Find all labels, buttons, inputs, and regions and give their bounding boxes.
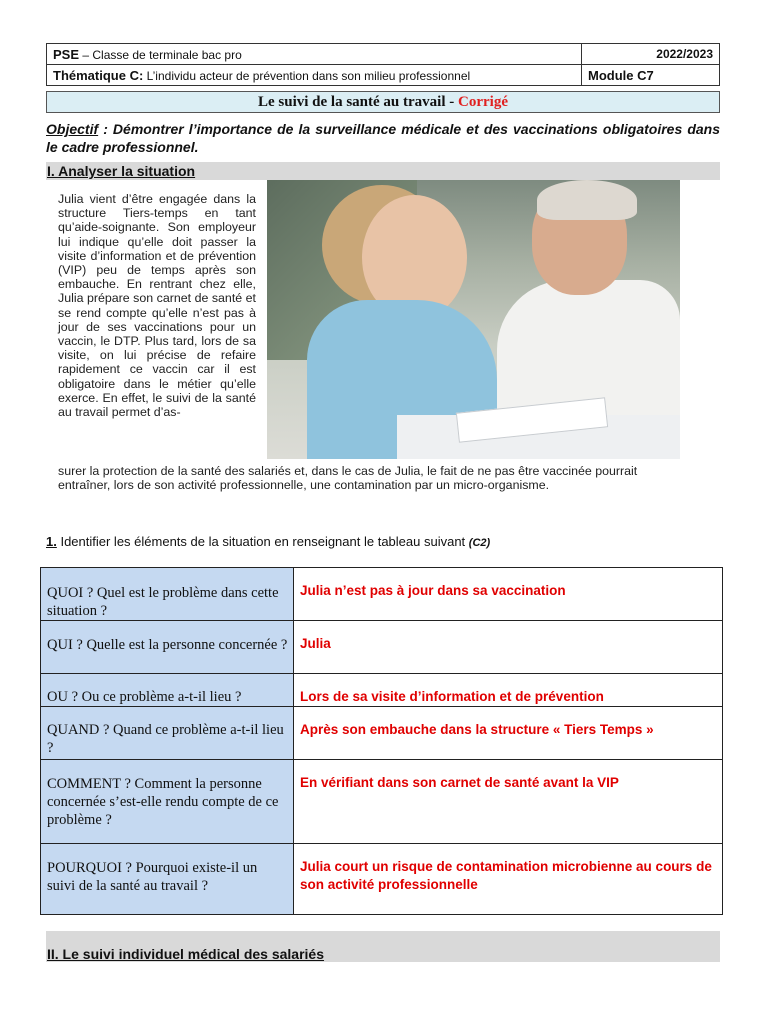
answer-cell: En vérifiant dans son carnet de santé avant la VIP	[294, 760, 723, 844]
question-1-text: Identifier les éléments de la situation en renseignant le tableau suivant	[56, 534, 469, 549]
situation-photo	[267, 180, 680, 459]
situation-block	[46, 180, 680, 515]
question-1-number: 1.	[46, 534, 57, 549]
thematique-label: Thématique C:	[53, 67, 144, 83]
thematique-text: L’individu acteur de prévention dans son milieu professionnel	[143, 68, 471, 83]
section-1-title: I. Analyser la situation	[47, 163, 196, 179]
objectif-label: Objectif	[46, 121, 99, 137]
question-cell: QUOI ? Quel est le problème dans cette situation ?	[41, 568, 294, 621]
pse-label: PSE	[53, 46, 80, 62]
answer-cell: Julia	[294, 621, 723, 674]
answer-cell: Lors de sa visite d’information et de prévention	[294, 674, 723, 707]
table-row	[41, 621, 723, 674]
answer-cell: Julia court un risque de contamination microbienne au cours de son activité professionnelle	[294, 844, 723, 915]
module-label: Module C7	[582, 65, 720, 86]
objectif-paragraph	[46, 120, 720, 156]
question-cell: POURQUOI ? Pourquoi existe-il un suivi de la santé au travail ?	[41, 844, 294, 915]
question-1	[46, 534, 490, 549]
title-main: Le suivi de la santé au travail -	[258, 94, 459, 110]
question-cell: COMMENT ? Comment la personne concernée s’est-elle rendu compte de ce problème ?	[41, 760, 294, 844]
table-row	[41, 760, 723, 844]
section-2-heading	[46, 931, 720, 962]
table-row	[41, 568, 723, 621]
qqoqcp-table	[40, 567, 723, 915]
header-table	[46, 43, 720, 86]
situation-text-bottom: surer la protection de la santé des salariés et, dans le cas de Julia, le fait de ne pas être vaccinée pourrait entraîner, lors de son activité professionnelle, une contamination par un micro-organisme.	[58, 464, 638, 493]
table-row	[41, 844, 723, 915]
question-cell: QUAND ? Quand ce problème a-t-il lieu ?	[41, 707, 294, 760]
header-theme-cell	[47, 65, 582, 86]
answer-cell: Julia n’est pas à jour dans sa vaccination	[294, 568, 723, 621]
class-label: – Classe de terminale bac pro	[82, 47, 242, 62]
school-year: 2022/2023	[582, 44, 720, 65]
answer-cell: Après son embauche dans la structure « Tiers Temps »	[294, 707, 723, 760]
page-title	[46, 91, 720, 113]
section-1-heading	[46, 162, 720, 180]
table-row	[41, 707, 723, 760]
question-cell: OU ? Ou ce problème a-t-il lieu ?	[41, 674, 294, 707]
situation-text-left: Julia vient d’être engagée dans la structure Tiers-temps en tant qu’aide-soignante. Son employeur lui indique qu’elle doit passer la visite d’information et de prévention (VIP) peu de temps après son embauche. En rentrant chez elle, Julia prépare son carnet de santé et se rend compte qu’elle n’est pas à jour de ses vaccinations pour un vaccin, le DTP. Plus tard, lors de sa visite, on lui précise de refaire rapidement ce vaccin car il est obligatoire dans le métier qu’elle exerce. En effet, le suivi de la santé au travail permet d’as-	[58, 192, 256, 420]
title-corrige: Corrigé	[458, 94, 508, 110]
objectif-text: : Démontrer l’importance de la surveillance médicale et des vaccinations obligatoires dans le cadre professionnel.	[46, 121, 720, 155]
table-row	[41, 674, 723, 707]
question-cell: QUI ? Quelle est la personne concernée ?	[41, 621, 294, 674]
competence-label: (C2)	[468, 537, 491, 549]
header-class-cell	[47, 44, 582, 65]
section-2-title: II. Le suivi individuel médical des salariés	[47, 946, 325, 962]
